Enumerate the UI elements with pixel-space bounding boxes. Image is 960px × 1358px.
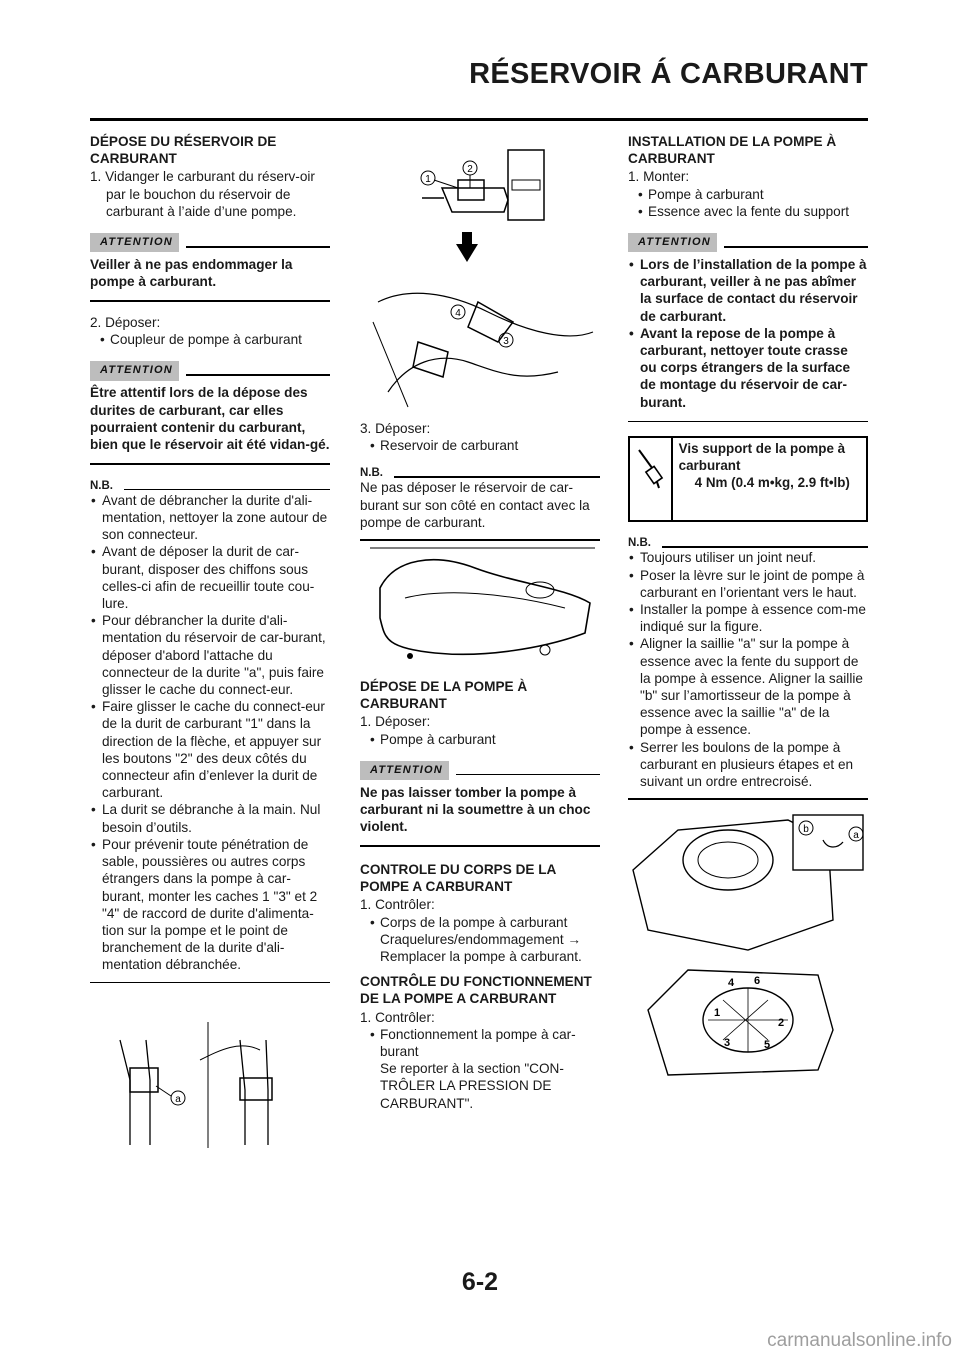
- section-heading-pump-operation: CONTRÔLE DU FONCTIONNEMENT DE LA POMPE A CARBURANT: [360, 974, 592, 1007]
- attention-end-rule: [360, 845, 600, 847]
- attention-badge: ATTENTION: [360, 761, 449, 780]
- watermark: carmanualsonline.info: [767, 1330, 952, 1351]
- column-left: [90, 133, 330, 993]
- attention-rule: [186, 246, 330, 248]
- note-item: • Faire glisser le cache du connect-eur de la durit de carburant "1" dans la direction de la flèche, et appuyer sur les boutons "2" des deux côtés du connecteur afin d’enlever la durit de carburant.: [90, 698, 330, 801]
- note-item: • La durit se débranche à la main. Nul besoin d’outils.: [90, 801, 330, 835]
- note-item: • Poser la lèvre sur le joint de pompe à carburant en l’orientant vers le haut.: [628, 567, 868, 601]
- note-label: N.B.: [360, 467, 383, 480]
- note-item: • Installer la pompe à essence com-me indiqué sur la figure.: [628, 601, 868, 635]
- note-text: Ne pas déposer le réservoir de car-burant sur son côté en contact avec la pompe de carburant.: [360, 480, 590, 530]
- callout-label: 2: [467, 164, 473, 175]
- note-rule: [124, 489, 330, 491]
- callout-label: 1: [425, 174, 431, 185]
- torque-item-name: Vis support de la pompe à carburant: [678, 441, 846, 474]
- note-item: • Toujours utiliser un joint neuf.: [628, 549, 868, 566]
- column-right: [628, 133, 868, 810]
- note-item: • Pour débrancher la durite d'ali-mentation du réservoir de car-burant, déposer d'abord l'attache du connecteur de la durite "a", puis faire glisser le cache du connect-eur.: [90, 612, 330, 698]
- page-number: 6-2: [461, 1268, 499, 1296]
- attention-item: • Avant la repose de la pompe à carburant, nettoyer toute crasse ou corps étrangers de la surface de montage du réservoir de car-burant.: [628, 325, 868, 411]
- page-title: RÉSERVOIR Á CARBURANT: [469, 58, 868, 90]
- section-heading-tank-removal: DÉPOSE DU RÉSERVOIR DE CARBURANT: [90, 134, 277, 167]
- torque-spec-box: [628, 436, 868, 522]
- attention-item: • Lors de l’installation de la pompe à carburant, veiller à ne pas abîmer la surface de contact du réservoir de carburant.: [628, 256, 868, 325]
- list-item: • Fonctionnement la pompe à car-burant: [360, 1026, 600, 1060]
- step-check-body: 1. Contrôler:: [360, 897, 435, 913]
- section-heading-pump-removal: DÉPOSE DE LA POMPE À CARBURANT: [360, 679, 528, 712]
- list-item: • Reservoir de carburant: [360, 437, 600, 454]
- list-item: • Corps de la pompe à carburant: [360, 914, 600, 931]
- fuel-tank-figure: [365, 538, 600, 668]
- note-item: • Avant de déposer la durit de car-burant, disposer des chiffons sous celles-ci afin de recueillir toute cou-lure.: [90, 543, 330, 612]
- section-heading-pump-install: INSTALLATION DE LA POMPE À CARBURANT: [628, 134, 837, 167]
- note-box: [90, 477, 330, 983]
- arrow-down-icon: [456, 244, 478, 262]
- pump-alignment-figure: [628, 810, 868, 960]
- section-heading-pump-check: CONTROLE DU CORPS DE LA POMPE A CARBURANT: [360, 862, 556, 895]
- note-label: N.B.: [628, 537, 651, 550]
- check-action: Remplacer la pompe à carburant.: [380, 949, 582, 965]
- note-item: • Aligner la saillie "a" sur la pompe à essence avec la fente du support de la pompe à essence. Aligner la saillie "b" sur l’amortisseur de la pompe à essence avec la saillie "a" de la pompe à essence.: [628, 635, 868, 738]
- step-drain-fuel: 1. Vidanger le carburant du réserv-oir par le bouchon du réservoir de carburant à l’aide d’une pompe.: [90, 169, 315, 219]
- note-item: • Pour prévenir toute pénétration de sable, poussières ou autres corps étrangers dans la pompe à car-burant, monter les caches 1 "3" et 2 "4" de raccord de durite d'alimenta-tion sur la pompe et le point de branchement de la durite d'ali-mentation débranchée.: [90, 836, 330, 974]
- note-rule: [394, 476, 600, 478]
- list-item: • Pompe à carburant: [360, 731, 600, 748]
- bolt-order-number: 4: [728, 977, 735, 989]
- fuel-connector-figure: [412, 140, 572, 265]
- attention-rule: [456, 774, 600, 776]
- attention-text: Être attentif lors de la dépose des durites de carburant, car elles pourraient contenir du carburant, bien que le réservoir ait été vidan-gé.: [90, 385, 330, 453]
- attention-box-hoses: [90, 360, 330, 464]
- attention-end-rule: [90, 300, 330, 302]
- attention-box-pump: [90, 232, 330, 302]
- step-check-operation: 1. Contrôler:: [360, 1009, 435, 1025]
- step-install: 1. Monter:: [628, 169, 690, 185]
- callout-label: 3: [503, 336, 509, 347]
- bolt-order-number: 3: [724, 1037, 731, 1049]
- column-middle-lower: [360, 678, 600, 1112]
- bolt-order-number: 2: [778, 1017, 785, 1029]
- torque-wrench-icon: [630, 438, 673, 520]
- callout-label: a: [853, 830, 859, 841]
- bolt-order-number: 1: [714, 1007, 721, 1019]
- list-item: • Pompe à carburant: [628, 186, 868, 203]
- step-remove-tank: 3. Déposer:: [360, 421, 431, 436]
- bolt-order-number: 5: [764, 1039, 771, 1051]
- attention-rule: [186, 374, 330, 376]
- pump-caps-figure: [368, 282, 598, 412]
- attention-badge: ATTENTION: [90, 233, 179, 252]
- check-result: Craquelures/endommagement →: [380, 931, 581, 947]
- attention-badge: ATTENTION: [628, 233, 717, 252]
- hose-clip-figure: [90, 1020, 330, 1150]
- reference-text: Se reporter à la section "CON-TRÔLER LA PRESSION DE CARBURANT".: [380, 1061, 564, 1111]
- note-item: • Avant de débrancher la durite d'ali-mentation, nettoyer la zone autour de son connecteur.: [90, 492, 330, 544]
- attention-end-rule: [628, 421, 868, 423]
- attention-text: Veiller à ne pas endommager la pompe à carburant.: [90, 257, 293, 290]
- note-rule: [662, 546, 868, 548]
- note-label: N.B.: [90, 479, 113, 492]
- header-rule: [90, 118, 868, 121]
- bolt-order-number: 6: [754, 975, 761, 987]
- note-box: [628, 534, 868, 799]
- step-remove-coupler: 2. Déposer:: [90, 315, 161, 331]
- callout-label: a: [175, 1094, 181, 1105]
- list-item: • Coupleur de pompe à carburant: [90, 331, 330, 348]
- attention-box-install: [628, 232, 868, 422]
- attention-end-rule: [90, 463, 330, 465]
- step-remove-pump: 1. Déposer:: [360, 714, 431, 730]
- bolt-order-figure: [628, 960, 868, 1085]
- callout-label: b: [803, 824, 809, 835]
- attention-badge: ATTENTION: [90, 361, 179, 380]
- note-end-rule: [90, 982, 330, 984]
- note-item: • Serrer les boulons de la pompe à carburant en plusieurs étapes et en suivant un ordre entrecroisé.: [628, 739, 868, 791]
- note-box: [360, 464, 600, 540]
- callout-label: 4: [455, 308, 461, 319]
- note-end-rule: [628, 798, 868, 800]
- attention-box-drop: [360, 760, 600, 847]
- list-item: • Essence avec la fente du support: [628, 203, 868, 220]
- attention-rule: [724, 246, 868, 248]
- attention-text: Ne pas laisser tomber la pompe à carburant ni la soumettre à un choc violent.: [360, 784, 591, 835]
- column-middle: [360, 420, 600, 551]
- torque-value: 4 Nm (0.4 m•kg, 2.9 ft•lb): [694, 475, 850, 491]
